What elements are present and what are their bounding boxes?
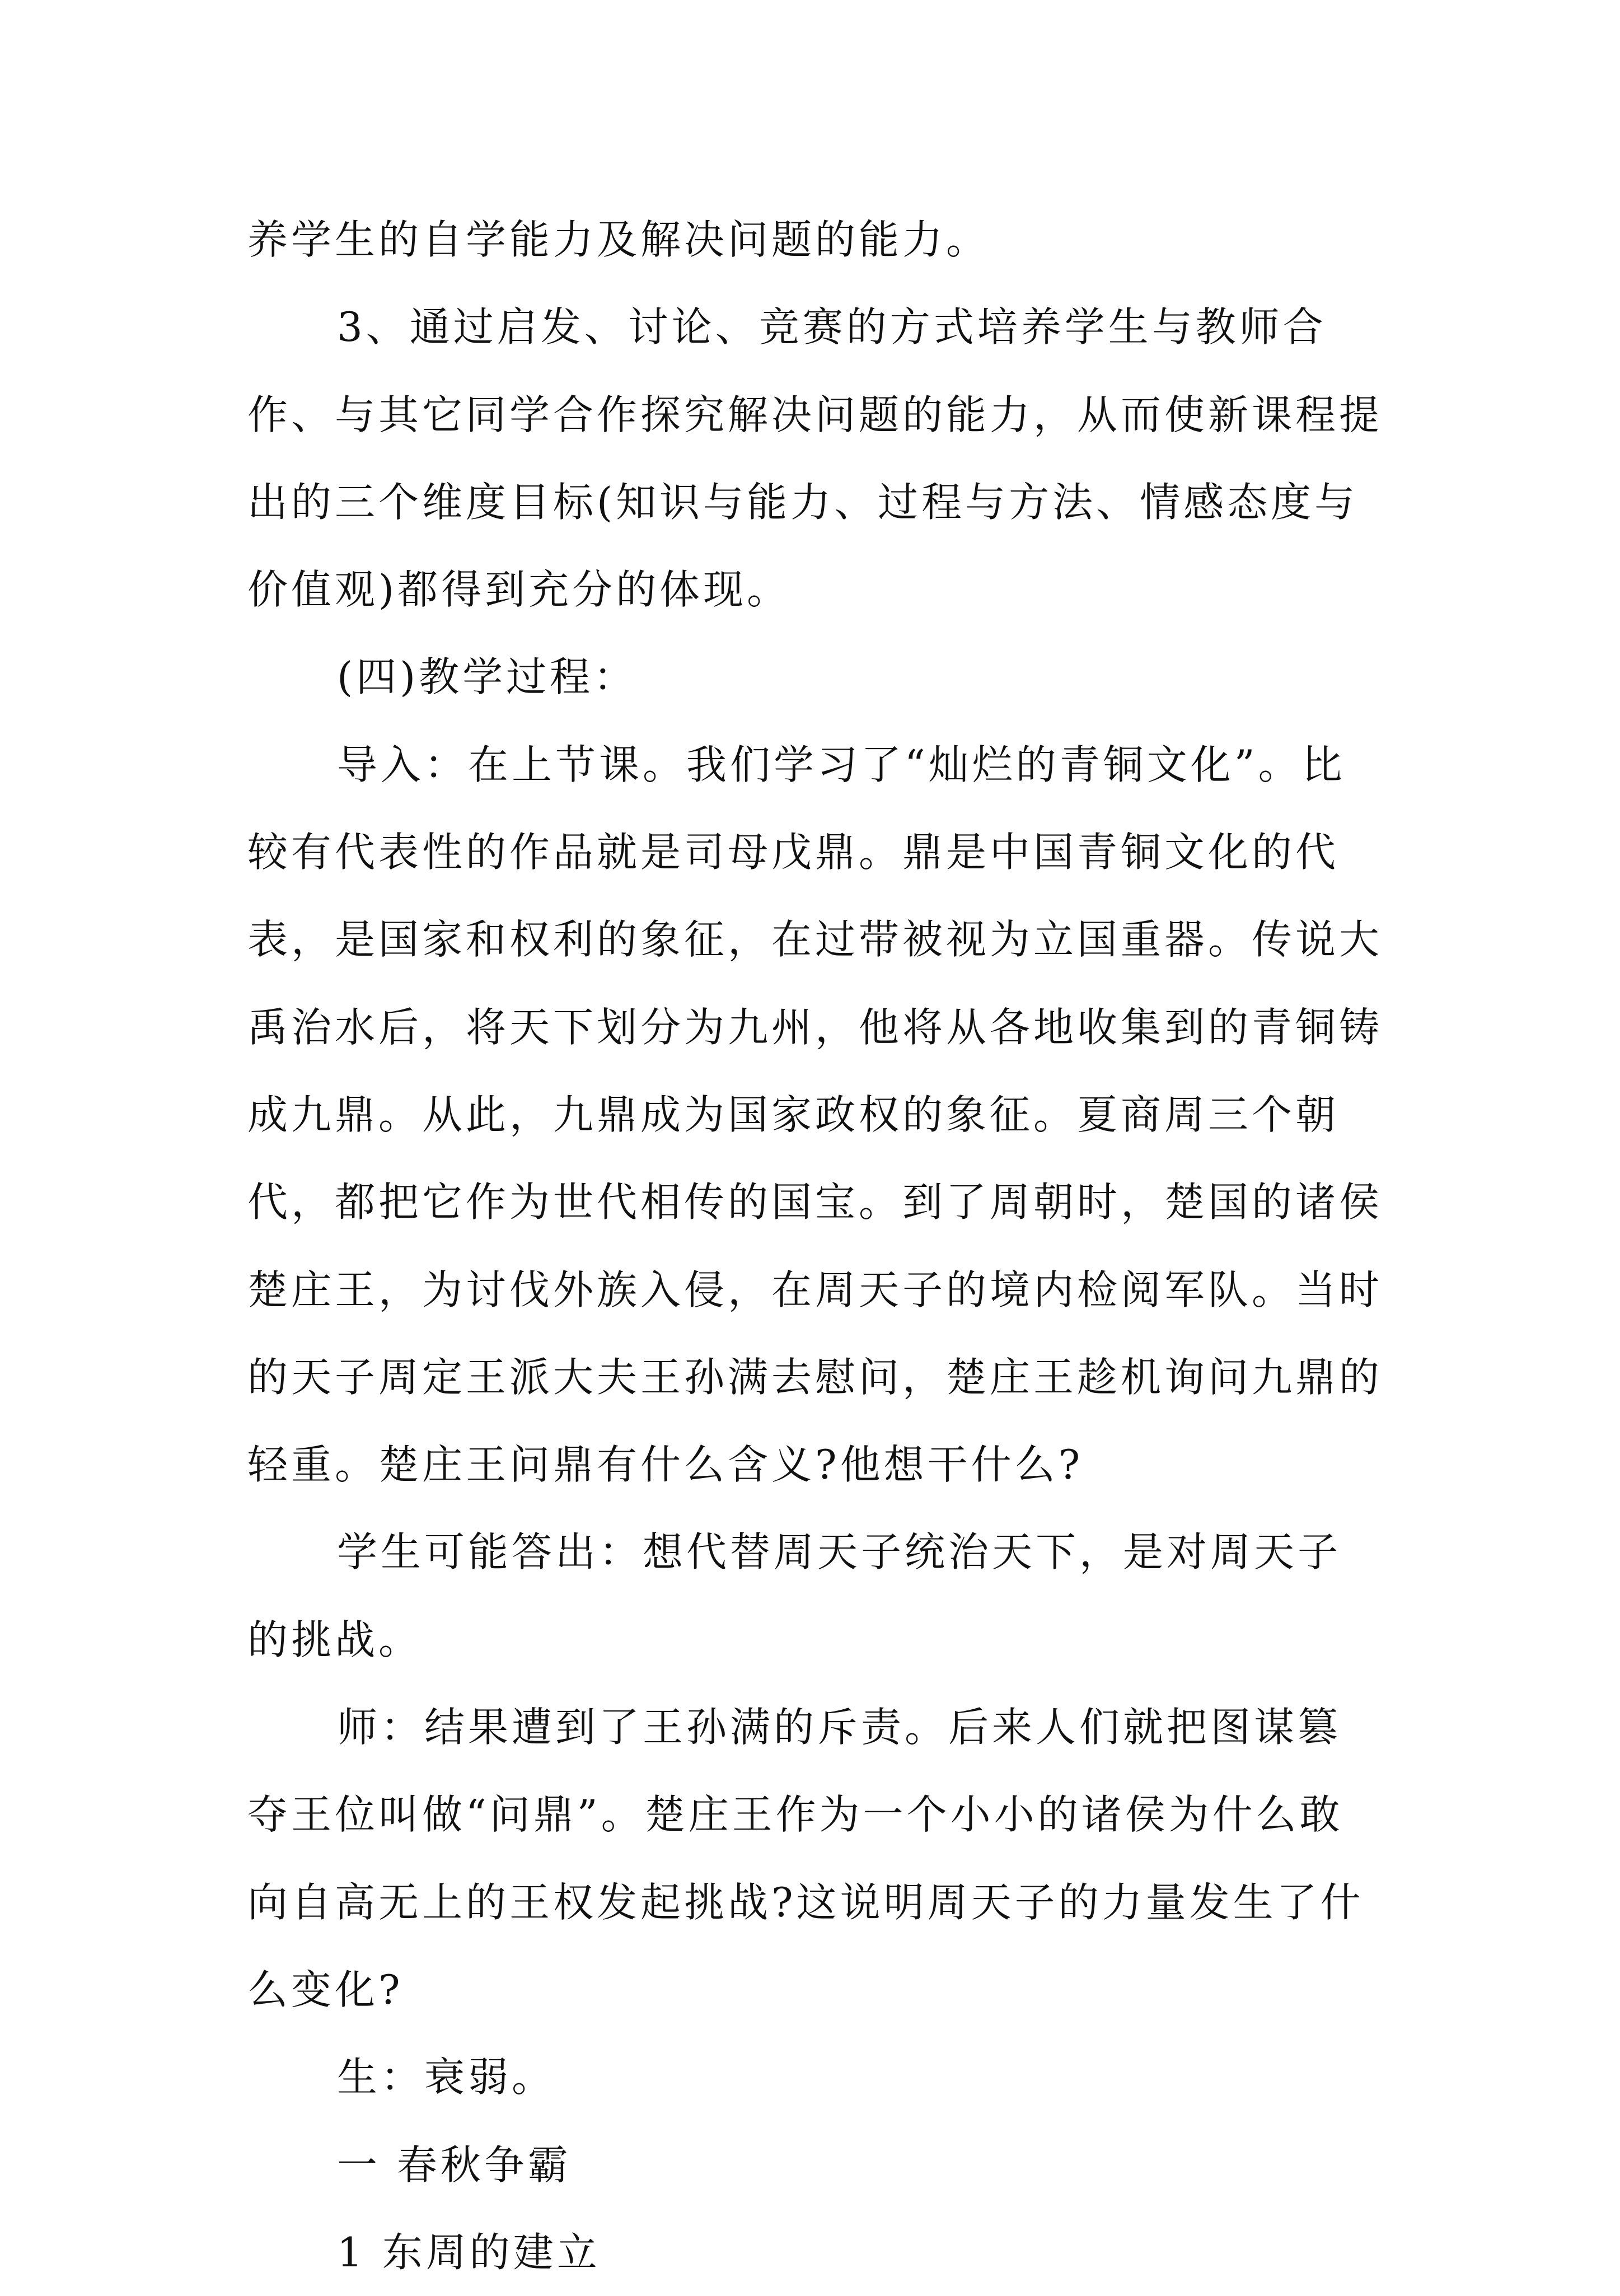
paragraph-objective-3: 3、通过启发、讨论、竞赛的方式培养学生与教师合作、与其它同学合作探究解决问题的能力，从而使新课程提出的三个维度目标(知识与能力、过程与方法、情感态度与价值观)都得到充分的体现。 <box>247 303 1383 614</box>
document-body <box>247 196 1384 2296</box>
section-heading-teaching-process: (四)教学过程： <box>337 653 638 701</box>
paragraph-teacher-question: 师：结果遭到了王孙满的斥责。后来人们就把图谋篡夺王位叫做“问鼎”。楚庄王作为一个小小的诸侯为什么敢向自高无上的王权发起挑战?这说明周天子的力量发生了什么变化? <box>247 1704 1364 2013</box>
paragraph-student-reply: 生：衰弱。 <box>337 2054 556 2101</box>
paragraph-continuation: 养学生的自学能力及解决问题的能力。 <box>247 216 990 263</box>
paragraph-introduction: 导入：在上节课。我们学习了“灿烂的青铜文化”。比较有代表性的作品就是司母戊鼎。鼎是中国青铜文化的代表，是国家和权利的象征，在过带被视为立国重器。传说大禹治水后，将天下划分为九州，他将从各地收集到的青铜铸成九鼎。从此，九鼎成为国家政权的象征。夏商周三个朝代，都把它作为世代相传的国宝。到了周朝时，楚国的诸侯楚庄王，为讨伐外族入侵，在周天子的境内检阅军队。当时的天子周定王派大夫王孙满去慰问，楚庄王趁机询问九鼎的轻重。楚庄王问鼎有什么含义?他想干什么? <box>247 741 1383 1489</box>
section-heading-spring-autumn: 一 春秋争霸 <box>337 2141 572 2189</box>
subheading-eastern-zhou: 1 东周的建立 <box>337 2228 601 2276</box>
paragraph-student-answer: 学生可能答出：想代替周天子统治天下，是对周天子的挑战。 <box>247 1528 1342 1663</box>
